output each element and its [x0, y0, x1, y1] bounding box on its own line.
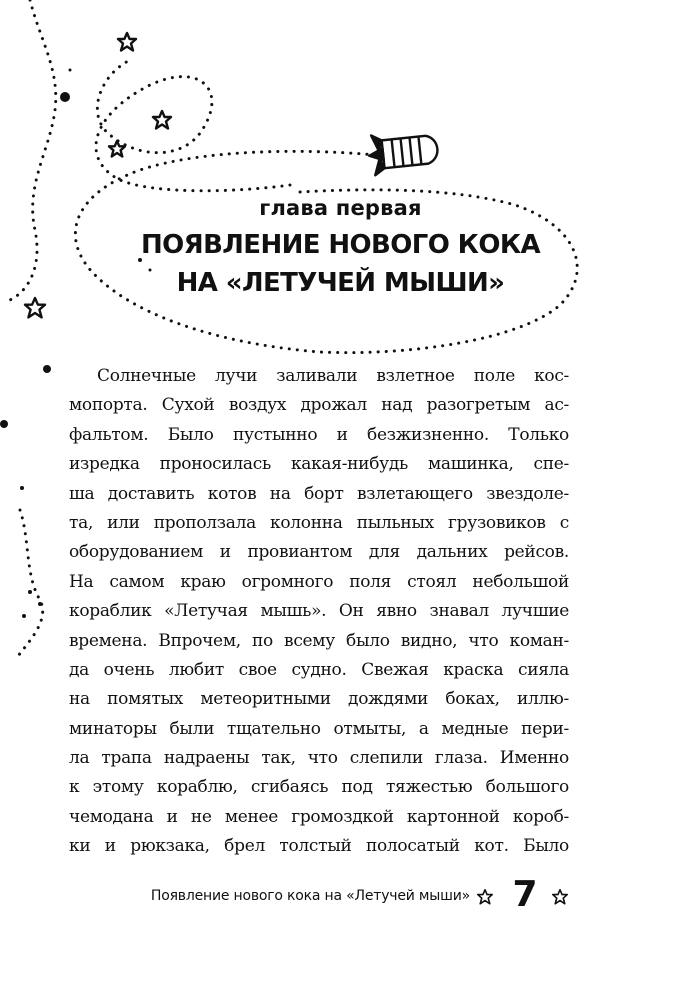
- text-line: изредка проносилась какая-нибудь машинка, спе-: [69, 454, 569, 475]
- rocket-icon: [367, 129, 439, 176]
- text-line: На самом краю огромного поля стоял небольшой: [69, 571, 569, 592]
- text-line: Солнечные лучи заливали взлетное поле кос-: [97, 366, 569, 386]
- running-title: Появление нового кока на «Летучей мыши»: [150, 888, 470, 904]
- star-outline-icon: [476, 888, 494, 906]
- dotted-loop-path: [96, 60, 290, 191]
- text-line: ша доставить котов на борт взлетающего звездоле-: [69, 483, 569, 504]
- text-line: мопорта. Сухой воздух дрожал над разогретым ас-: [69, 395, 569, 416]
- dotted-lower-left-path: [15, 510, 43, 660]
- page-number: 7: [512, 874, 538, 915]
- star-outline-icon: [118, 33, 136, 51]
- text-line: та, или проползала колонна пыльных грузовиков с: [69, 512, 569, 533]
- text-line: к этому кораблю, сгибаясь под тяжестью большого: [69, 777, 569, 798]
- chapter-title: [0, 226, 681, 302]
- text-line: оборудованием и провиантом для дальних рейсов.: [69, 542, 569, 563]
- body-text: [69, 362, 569, 862]
- star-outline-icon: [153, 111, 171, 129]
- star-outline-icon: [551, 888, 569, 906]
- text-line: кораблик «Летучая мышь». Он явно знавал лучшие: [69, 601, 569, 622]
- chapter-title-line: НА «ЛЕТУЧЕЙ МЫШИ»: [176, 268, 505, 298]
- text-line: чемодана и не менее громоздкой картонной короб-: [69, 806, 569, 827]
- text-line: на помятых метеоритными дождями боках, иллю-: [69, 689, 569, 710]
- text-line: да очень любит свое судно. Свежая краска сияла: [69, 659, 569, 680]
- text-line: минаторы были тщательно отмыты, а медные пери-: [69, 718, 569, 739]
- text-line: времена. Впрочем, по всему было видно, что коман-: [69, 630, 569, 651]
- text-line: ла трапа надраены так, что слепили глаза. Именно: [69, 748, 569, 769]
- chapter-label: глава первая: [259, 196, 422, 220]
- star-outline-icon: [109, 141, 125, 157]
- text-line: ки и рюкзака, брел толстый полосатый кот. Было: [69, 836, 569, 857]
- text-line: фальтом. Было пустынно и безжизненно. Только: [69, 424, 569, 445]
- chapter-title-line: ПОЯВЛЕНИЕ НОВОГО КОКА: [140, 230, 541, 260]
